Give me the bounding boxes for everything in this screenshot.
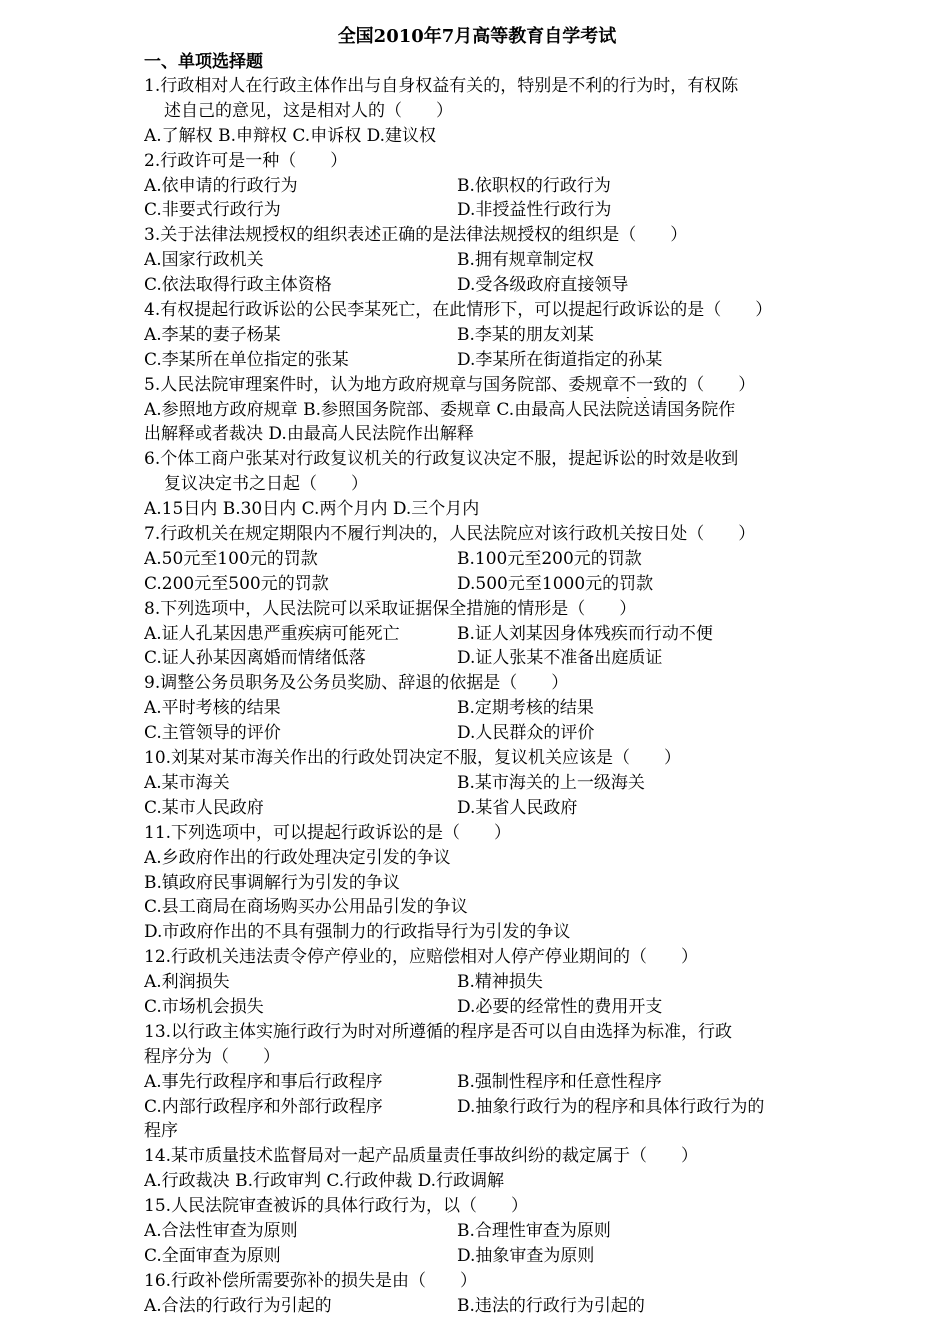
option-a: A.依申请的行政行为: [144, 175, 298, 196]
question-1-options: A.了解权 B.申辩权 C.申诉权 D.建议权: [144, 125, 437, 146]
question-15-stem: 15.人民法院审查被诉的具体行政行为，以（ ）: [144, 1196, 529, 1217]
question-10-options-row1: [144, 771, 810, 796]
option-c: C.内部行政程序和外部行政程序: [144, 1096, 383, 1117]
option-c: C.依法取得行政主体资格: [144, 275, 332, 296]
option-a: A.平时考核的结果: [144, 698, 281, 719]
question-5-stem-text: 5.人民法院审理案件时，认为地方政府规章与国务院部、委规章: [144, 374, 620, 395]
question-12-stem: 12.行政机关违法责令停产停业的，应赔偿相对人停产停业期间的（ ）: [144, 947, 699, 968]
option-c: C.主管领导的评价: [144, 723, 281, 744]
question-9-stem: 9.调整公务员职务及公务员奖励、辞退的依据是（ ）: [144, 673, 569, 694]
option-a: A.某市海关: [144, 772, 230, 793]
question-8-options-row1: [144, 622, 810, 647]
option-c: C.非要式行政行为: [144, 200, 281, 221]
option-c: C.县工商局在商场购买办公用品引发的争议: [144, 897, 468, 918]
option-b: B.定期考核的结果: [457, 698, 594, 719]
question-11-stem: 11.下列选项中，可以提起行政诉讼的是（ ）: [144, 822, 512, 843]
question-2-stem: 2.行政许可是一种（ ）: [144, 150, 348, 171]
question-13-options-row2: [144, 1095, 810, 1120]
question-9-options-row1: [144, 696, 810, 721]
option-d: D.证人张某不准备出庭质证: [457, 648, 663, 669]
question-7-stem: 7.行政机关在规定期限内不履行判决的，人民法院应对该行政机关按日处（ ）: [144, 524, 756, 545]
question-12-options-row2: [144, 995, 810, 1020]
option-d: D.李某所在街道指定的孙某: [457, 349, 663, 370]
option-d: D.市政府作出的不具有强制力的行政指导行为引发的争议: [144, 922, 571, 943]
option-c: C.李某所在单位指定的张某: [144, 349, 349, 370]
question-3-options-row1: [144, 248, 810, 273]
question-13-options-row1: [144, 1070, 810, 1095]
option-a: A.事先行政程序和事后行政程序: [144, 1071, 383, 1092]
question-10-options-row2: [144, 796, 810, 821]
question-5-stem-end: 的（ ）: [670, 374, 756, 395]
option-c: C.某市人民政府: [144, 797, 264, 818]
option-d: D.某省人民政府: [457, 797, 578, 818]
question-6-stem-cont: 复议决定书之日起（ ）: [164, 474, 368, 495]
question-3-options-row2: [144, 273, 810, 298]
question-1-stem-cont: 述自己的意见，这是相对人的（ ）: [164, 100, 453, 121]
option-d: D.受各级政府直接领导: [457, 275, 629, 296]
question-4-options-row1: [144, 323, 810, 348]
question-5-stem: [144, 373, 810, 398]
question-6-stem: 6.个体工商户张某对行政复议机关的行政复议决定不服，提起诉讼的时效是收到: [144, 449, 739, 470]
question-3-stem: 3.关于法律法规授权的组织表述正确的是法律法规授权的组织是（ ）: [144, 225, 688, 246]
question-2-options-row1: [144, 174, 810, 199]
option-b: B.某市海关的上一级海关: [457, 772, 645, 793]
question-4-options-row2: [144, 348, 810, 373]
question-14-stem: 14.某市质量技术监督局对一起产品质量责任事故纠纷的裁定属于（ ）: [144, 1146, 699, 1167]
section-heading: 一、单项选择题: [144, 52, 263, 72]
option-b: B.违法的行政行为引起的: [457, 1295, 645, 1316]
question-5-options: A.参照地方政府规章 B.参照国务院部、委规章 C.由最高人民法院送请国务院作: [144, 399, 736, 420]
question-2-options-row2: [144, 198, 810, 223]
option-b: B.拥有规章制定权: [457, 250, 594, 271]
option-a: A.乡政府作出的行政处理决定引发的争议: [144, 847, 451, 868]
question-13-stem: 13.以行政主体实施行政行为时对所遵循的程序是否可以自由选择为标准，行政: [144, 1021, 733, 1042]
emphasized-text: 不一致: [619, 374, 671, 395]
question-1-stem: 1.行政相对人在行政主体作出与自身权益有关的，特别是不利的行为时，有权陈: [144, 76, 739, 96]
question-13-stem-cont: 程序分为（ ）: [144, 1046, 280, 1067]
option-b: B.合理性审查为原则: [457, 1220, 611, 1241]
option-b: B.依职权的行政行为: [457, 175, 611, 196]
question-4-stem: 4.有权提起行政诉讼的公民李某死亡，在此情形下，可以提起行政诉讼的是（ ）: [144, 300, 773, 321]
option-a: A.证人孔某因患严重疾病可能死亡: [144, 623, 400, 644]
option-d-cont: 程序: [144, 1121, 178, 1142]
option-a: A.合法的行政行为引起的: [144, 1295, 332, 1316]
option-b: B.精神损失: [457, 972, 543, 993]
question-7-options-row1: [144, 547, 810, 572]
option-d: D.非授益性行政行为: [457, 200, 612, 221]
option-a: A.利润损失: [144, 972, 230, 993]
question-7-options-row2: [144, 572, 810, 597]
question-12-options-row1: [144, 970, 810, 995]
option-c: C.全面审查为原则: [144, 1245, 281, 1266]
option-c: C.市场机会损失: [144, 996, 264, 1017]
option-b: B.镇政府民事调解行为引发的争议: [144, 872, 400, 893]
option-d: D.人民群众的评价: [457, 723, 595, 744]
option-b: B.证人刘某因身体残疾而行动不便: [457, 623, 713, 644]
question-6-options: A.15日内 B.30日内 C.两个月内 D.三个月内: [144, 499, 480, 520]
question-16-options-row1: [144, 1294, 810, 1319]
option-b: B.强制性程序和任意性程序: [457, 1071, 662, 1092]
question-10-stem: 10.刘某对某市海关作出的行政处罚决定不服，复议机关应该是（ ）: [144, 748, 682, 769]
question-16-stem: 16.行政补偿所需要弥补的损失是由（ ）: [144, 1270, 478, 1291]
option-a: A.50元至100元的罚款: [144, 548, 318, 569]
option-d: D.必要的经常性的费用开支: [457, 996, 663, 1017]
question-9-options-row2: [144, 721, 810, 746]
question-15-options-row2: [144, 1244, 810, 1269]
question-8-options-row2: [144, 646, 810, 671]
option-d: D.抽象行政行为的程序和具体行政行为的: [457, 1096, 765, 1117]
question-5-options-cont: 出解释或者裁决 D.由最高人民法院作出解释: [144, 424, 474, 445]
question-15-options-row1: [144, 1219, 810, 1244]
option-c: C.证人孙某因离婚而情绪低落: [144, 648, 366, 669]
exam-page: [144, 24, 810, 1319]
exam-title: 全国2010年7月高等教育自学考试: [337, 26, 617, 47]
question-14-options: A.行政裁决 B.行政审判 C.行政仲裁 D.行政调解: [144, 1171, 505, 1192]
option-c: C.200元至500元的罚款: [144, 573, 329, 594]
option-a: A.国家行政机关: [144, 250, 264, 271]
option-d: D.500元至1000元的罚款: [457, 573, 654, 594]
option-b: B.李某的朋友刘某: [457, 324, 594, 345]
option-a: A.李某的妻子杨某: [144, 324, 281, 345]
option-a: A.合法性审查为原则: [144, 1220, 298, 1241]
option-b: B.100元至200元的罚款: [457, 548, 642, 569]
question-8-stem: 8.下列选项中，人民法院可以采取证据保全措施的情形是（ ）: [144, 598, 637, 619]
option-d: D.抽象审查为原则: [457, 1245, 595, 1266]
